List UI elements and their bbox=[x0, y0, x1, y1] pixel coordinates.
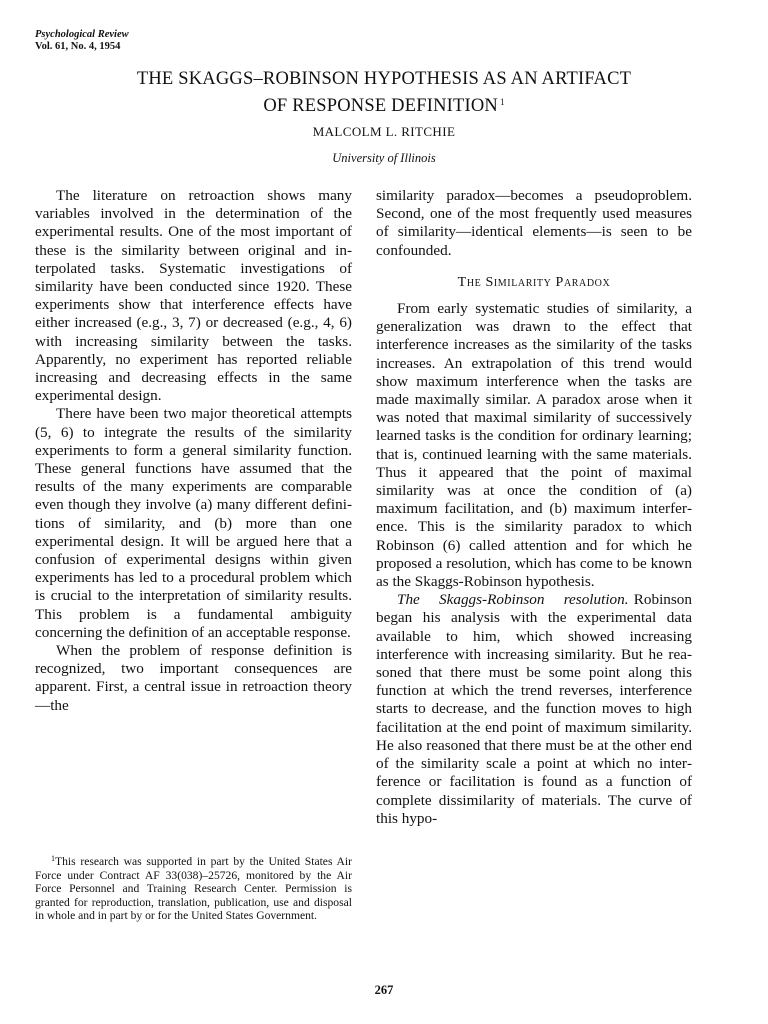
footnote-text: This research was supported in part by the United States Air Force under Contract AF 33(038)–25726, monitored by the Air Force Personnel and Training Research Center. Permission is granted for reproduction, translation, publication, use and disposal in whole and in part by or for the United States Government. bbox=[35, 855, 352, 923]
footnote bbox=[35, 852, 352, 923]
journal-name: Psychological Review bbox=[35, 29, 129, 40]
title-line-2: OF RESPONSE DEFINITION bbox=[263, 96, 498, 116]
title-line-1: THE SKAGGS–ROBINSON HYPOTHESIS AS AN ARTIFACT bbox=[136, 69, 632, 89]
right-paragraph-3-text: Robinson began his analysis with the experimental data available to him, which showed increasing interference with increasing similarity. But he reasoned that there must be some point along this function at which the trend reverses, interference starts to decrease, and the function moves to high facilitation at the end point of maximum similarity. He also reasoned that there must be at the other end of the similarity scale a point at which no interference or facilitation is found as a function of complete dissimilarity of materials. The curve of this hypo- bbox=[376, 591, 692, 827]
footnote-paragraph bbox=[35, 852, 352, 923]
left-column bbox=[35, 187, 352, 715]
footnote-mark: 1 bbox=[51, 854, 55, 863]
run-in-heading: The Skaggs-Robinson resolution. bbox=[397, 591, 629, 609]
article-title bbox=[40, 68, 728, 118]
left-paragraph-3: When the problem of response definition is recognized, two important consequences are apparent. First, a central issue in retroaction theory—the bbox=[35, 642, 352, 714]
title-footnote-mark: 1 bbox=[499, 97, 505, 107]
right-paragraph-3 bbox=[376, 591, 692, 828]
page-number: 267 bbox=[374, 983, 394, 997]
author-affiliation: University of Illinois bbox=[332, 151, 436, 165]
journal-volume: Vol. 61, No. 4, 1954 bbox=[35, 41, 121, 52]
right-column bbox=[376, 187, 692, 828]
left-paragraph-2: There have been two major theoretical attempts (5, 6) to integrate the results of the similarity experiments to form a general similarity function. These general functions have assumed that the results of the many experiments are comparable even though they involve (a) many different definitions of similarity, and (b) more than one experimental design. It will be argued here that a confusion of experimental designs within given experiments has led to a procedural problem which is crucial to the interpretation of similarity results. This problem is a fundamental ambiguity concerning the definition of an acceptable response. bbox=[35, 405, 352, 641]
right-paragraph-2: From early systematic studies of similarity, a generalization was drawn to the effect that interference increases as the similarity of the tasks increases. An extrapolation of this trend would show maximum interference when the tasks are made maximally similar. A paradox arose when it was noted that maximal similarity of successively learned tasks is the condition for ordinary learning; that is, continued learning with the same materials. Thus it appeared that the point of maximal similarity was at once the condition of (a) maximum facilitation, and (b) maximum interference. This is the similarity paradox to which Robinson (6) called attention and for which he proposed a resolution, which has come to be known as the Skaggs-Robinson hypothesis. bbox=[376, 300, 692, 591]
title-line-2-wrap bbox=[40, 91, 728, 118]
section-heading: The Similarity Paradox bbox=[457, 274, 611, 290]
right-paragraph-1: similarity paradox—becomes a pseudoproblem. Second, one of the most frequently used measures of similarity—identical elements—is seen to be confounded. bbox=[376, 187, 692, 259]
journal-citation bbox=[35, 29, 129, 53]
left-paragraph-1: The literature on retroaction shows many variables involved in the determination of the experimental results. One of the most important of these is the similarity between original and interpolated tasks. Systematic investigations of similarity have been conducted since 1920. These experiments show that interference effects have either increased (e.g., 3, 7) or decreased (e.g., 4, 6) with increasing similarity between the tasks. Apparently, no experiment has reported reliable increasing and decreasing effects in the same experimental design. bbox=[35, 187, 352, 405]
author-name: MALCOLM L. RITCHIE bbox=[312, 124, 456, 139]
